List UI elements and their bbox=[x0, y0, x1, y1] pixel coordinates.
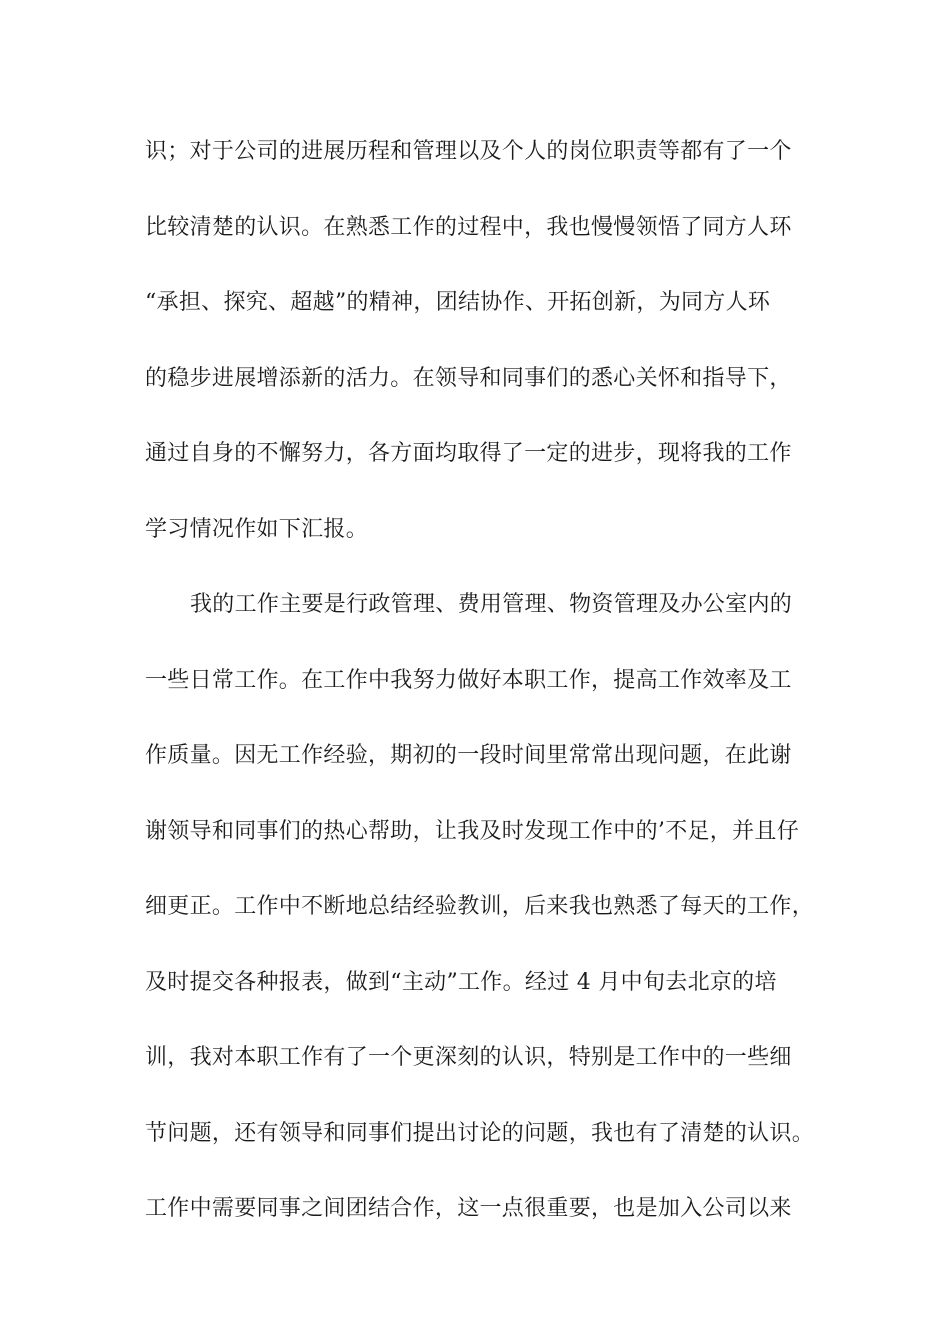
text-line-15: 工作中需要同事之间团结合作，这一点很重要，也是加入公司以来 bbox=[145, 1196, 792, 1221]
text-line-6: 学习情况作如下汇报。 bbox=[145, 516, 369, 542]
text-line-4: 的稳步进展增添新的活力。在领导和同事们的悉心关怀和指导下， bbox=[145, 365, 792, 391]
body-text bbox=[145, 128, 815, 1261]
text-line-13: 训，我对本职工作有了一个更深刻的认识，特别是工作中的一些细 bbox=[145, 1045, 792, 1070]
text-line-8: 一些日常工作。在工作中我努力做好本职工作，提高工作效率及工 bbox=[145, 667, 792, 693]
text-line-1: 识；对于公司的进展历程和管理以及个人的岗位职责等都有了一个 bbox=[145, 139, 792, 164]
text-line-10: 谢领导和同事们的热心帮助，让我及时发现工作中的’不足，并且仔 bbox=[145, 818, 799, 844]
text-line-2: 比较清楚的认识。在熟悉工作的过程中，我也慢慢领悟了同方人环 bbox=[145, 214, 792, 240]
text-line-3: “承担、探究、超越”的精神，团结协作、开拓创新，为同方人环 bbox=[145, 290, 771, 315]
text-line-9: 作质量。因无工作经验，期初的一段时间里常常出现问题，在此谢 bbox=[145, 743, 792, 768]
text-line-5: 通过自身的不懈努力，各方面均取得了一定的进步，现将我的工作 bbox=[145, 441, 792, 466]
paragraph-start-line: 我的工作主要是行政管理、费用管理、物资管理及办公室内的 bbox=[190, 592, 793, 617]
text-line-11: 细更正。工作中不断地总结经验教训，后来我也熟悉了每天的工作， bbox=[145, 894, 815, 919]
text-line-12: 及时提交各种报表，做到“主动”工作。经过 4 月中旬去北京的培 bbox=[145, 969, 777, 995]
text-line-14: 节问题，还有领导和同事们提出讨论的问题，我也有了清楚的认识。 bbox=[145, 1120, 815, 1146]
